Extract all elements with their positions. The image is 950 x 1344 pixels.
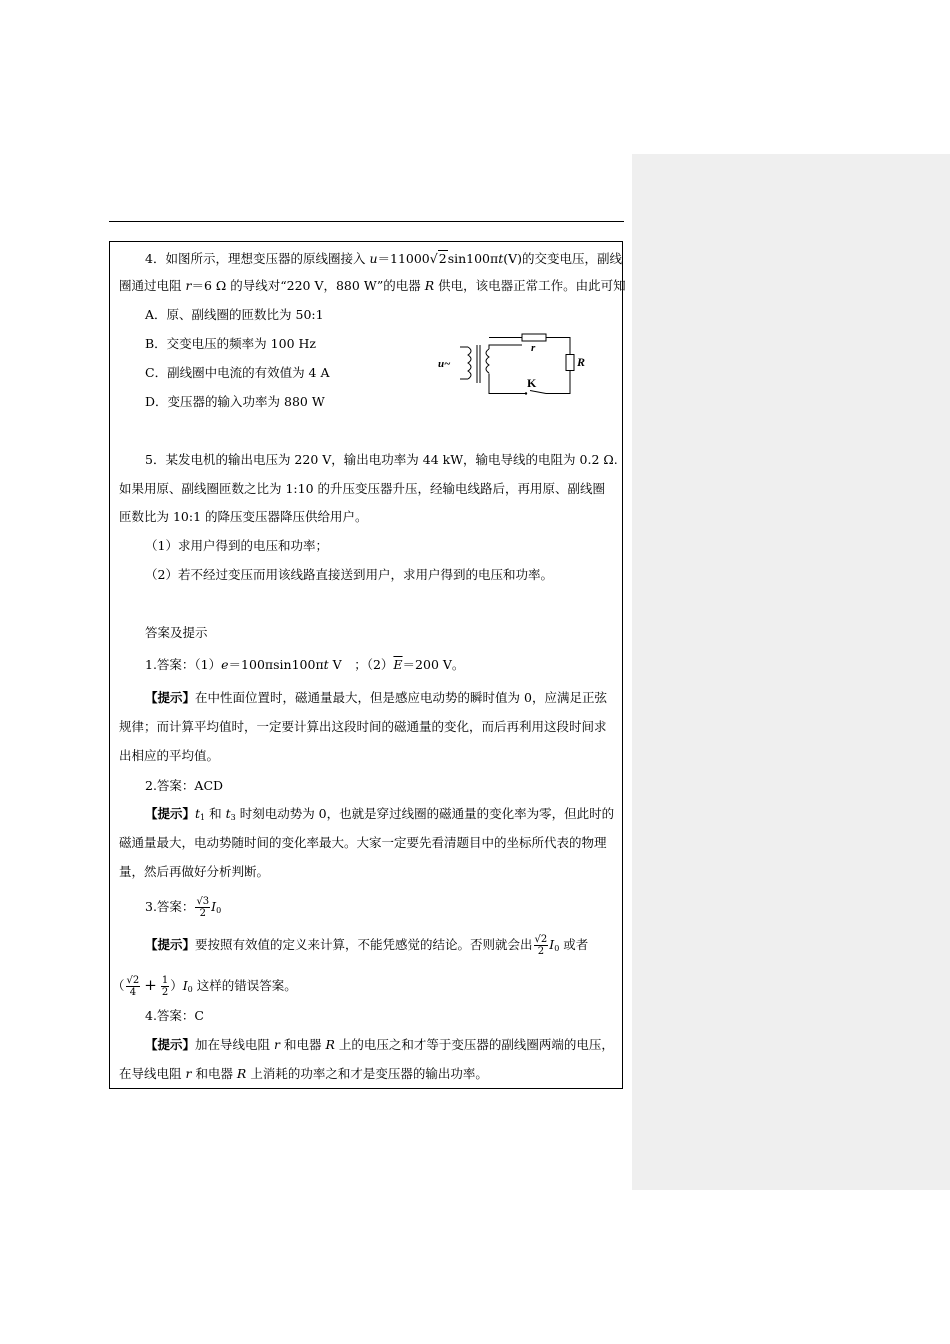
hint-2-line-2: 磁通量最大，电动势随时间的变化率最大。大家一定要先看清题目中的坐标所代表的物理 <box>119 835 607 850</box>
K-label: K <box>527 376 537 390</box>
hint-4-line-1: 【提示】加在导线电阻 r 和电器 R 上的电压之和才等于变压器的副线圈两端的电压， <box>145 1037 614 1052</box>
answer-3: 3.答案： $\frac{√3}{2}$ $I_0$ <box>145 896 222 919</box>
resistor-R <box>566 355 574 371</box>
q4-option-a: A．原、副线圈的匝数比为 50:1 <box>145 307 324 322</box>
q5-line-2: 如果用原、副线圈匝数之比为 1:10 的升压变压器升压，经输电线路后，再用原、副线圈 <box>119 481 606 496</box>
answers-heading: 答案及提示 <box>145 625 208 640</box>
transformer-circuit-diagram <box>436 327 596 399</box>
q4-option-b: B．交变电压的频率为 100 Hz <box>145 336 316 351</box>
hint-4-line-2: 在导线电阻 r 和电器 R 上消耗的功率之和才是变压器的输出功率。 <box>119 1066 488 1081</box>
answer-4: 4.答案：C <box>145 1008 204 1023</box>
q4-line-2: 圈通过电阻 r＝6 Ω 的导线对“220 V，880 W”的电器 R 供电，该电器正常工作。由此可知 <box>119 278 626 293</box>
q5-line-1: 5．某发电机的输出电压为 220 V，输出电功率为 44 kW，输电导线的电阻为 0.2 Ω. <box>145 452 618 467</box>
hint-1-line-2: 规律；而计算平均值时，一定要计算出这段时间的磁通量的变化，而后再利用这段时间求 <box>119 719 607 734</box>
wire-top-left <box>489 345 522 349</box>
hint-2-line-1: 【提示】$t_1$ 和 $t_3$ 时刻电动势为 0，也就是穿过线圈的磁通量的变化率为零，但此时的 <box>145 806 615 822</box>
header-rule <box>109 221 624 222</box>
q5-sub-2: （2）若不经过变压而用该线路直接送到用户，求用户得到的电压和功率。 <box>145 567 553 582</box>
q4-line-1: 4．如图所示，理想变压器的原线圈接入 u＝11000√2sin100πt(V)的交变电压，副线 <box>145 251 623 266</box>
primary-coil <box>468 347 471 379</box>
comment-pane <box>632 154 950 1190</box>
hint-3-line-1: 【提示】要按照有效值的定义来计算，不能凭感觉的结论。否则就会出 $\frac{√2}{2}$ $I_0$ 或者 <box>145 934 589 957</box>
hint-3-line-2: （ $\frac{√2}{4}$ + $\frac{1}{2}$ ）$I_0$ 这样的错误答案。 <box>112 975 297 998</box>
hint-2-line-3: 量，然后再做好分析判断。 <box>119 864 270 879</box>
secondary-coil <box>486 349 489 373</box>
fraction-sqrt2-over-4: $\frac{√2}{4}$ <box>126 975 140 998</box>
u-label: u~ <box>438 358 451 370</box>
fraction-sqrt2-over-2: $\frac{√2}{2}$ <box>534 934 548 957</box>
fraction-1-over-2: $\frac{1}{2}$ <box>161 975 169 998</box>
R-label: R <box>577 355 586 369</box>
hint-1-line-1: 【提示】在中性面位置时，磁通量最大，但是感应电动势的瞬时值为 0，应满足正弦 <box>145 690 607 705</box>
wire-right-down <box>546 371 570 394</box>
resistor-r <box>522 334 546 341</box>
q4-option-c: C．副线圈中电流的有效值为 4 A <box>145 365 330 380</box>
hint-1-line-3: 出相应的平均值。 <box>119 748 220 763</box>
answer-1: 1.答案：（1）e＝100πsin100πt V ；$(2)\overline{E}=200$ V。 <box>145 657 465 672</box>
wire-bottom <box>489 374 526 394</box>
q5-sub-1: （1）求用户得到的电压和功率； <box>145 538 328 553</box>
answer-2: 2.答案：ACD <box>145 778 224 793</box>
switch-k <box>530 391 546 394</box>
r-label: r <box>531 342 536 354</box>
switch-contact <box>525 392 527 394</box>
fraction-sqrt3-over-2: $\frac{√3}{2}$ <box>196 896 210 919</box>
q4-option-d: D．变压器的输入功率为 880 W <box>145 394 325 409</box>
q5-line-3: 匝数比为 10:1 的降压变压器降压供给用户。 <box>119 509 368 524</box>
wire-top-right <box>546 338 570 355</box>
